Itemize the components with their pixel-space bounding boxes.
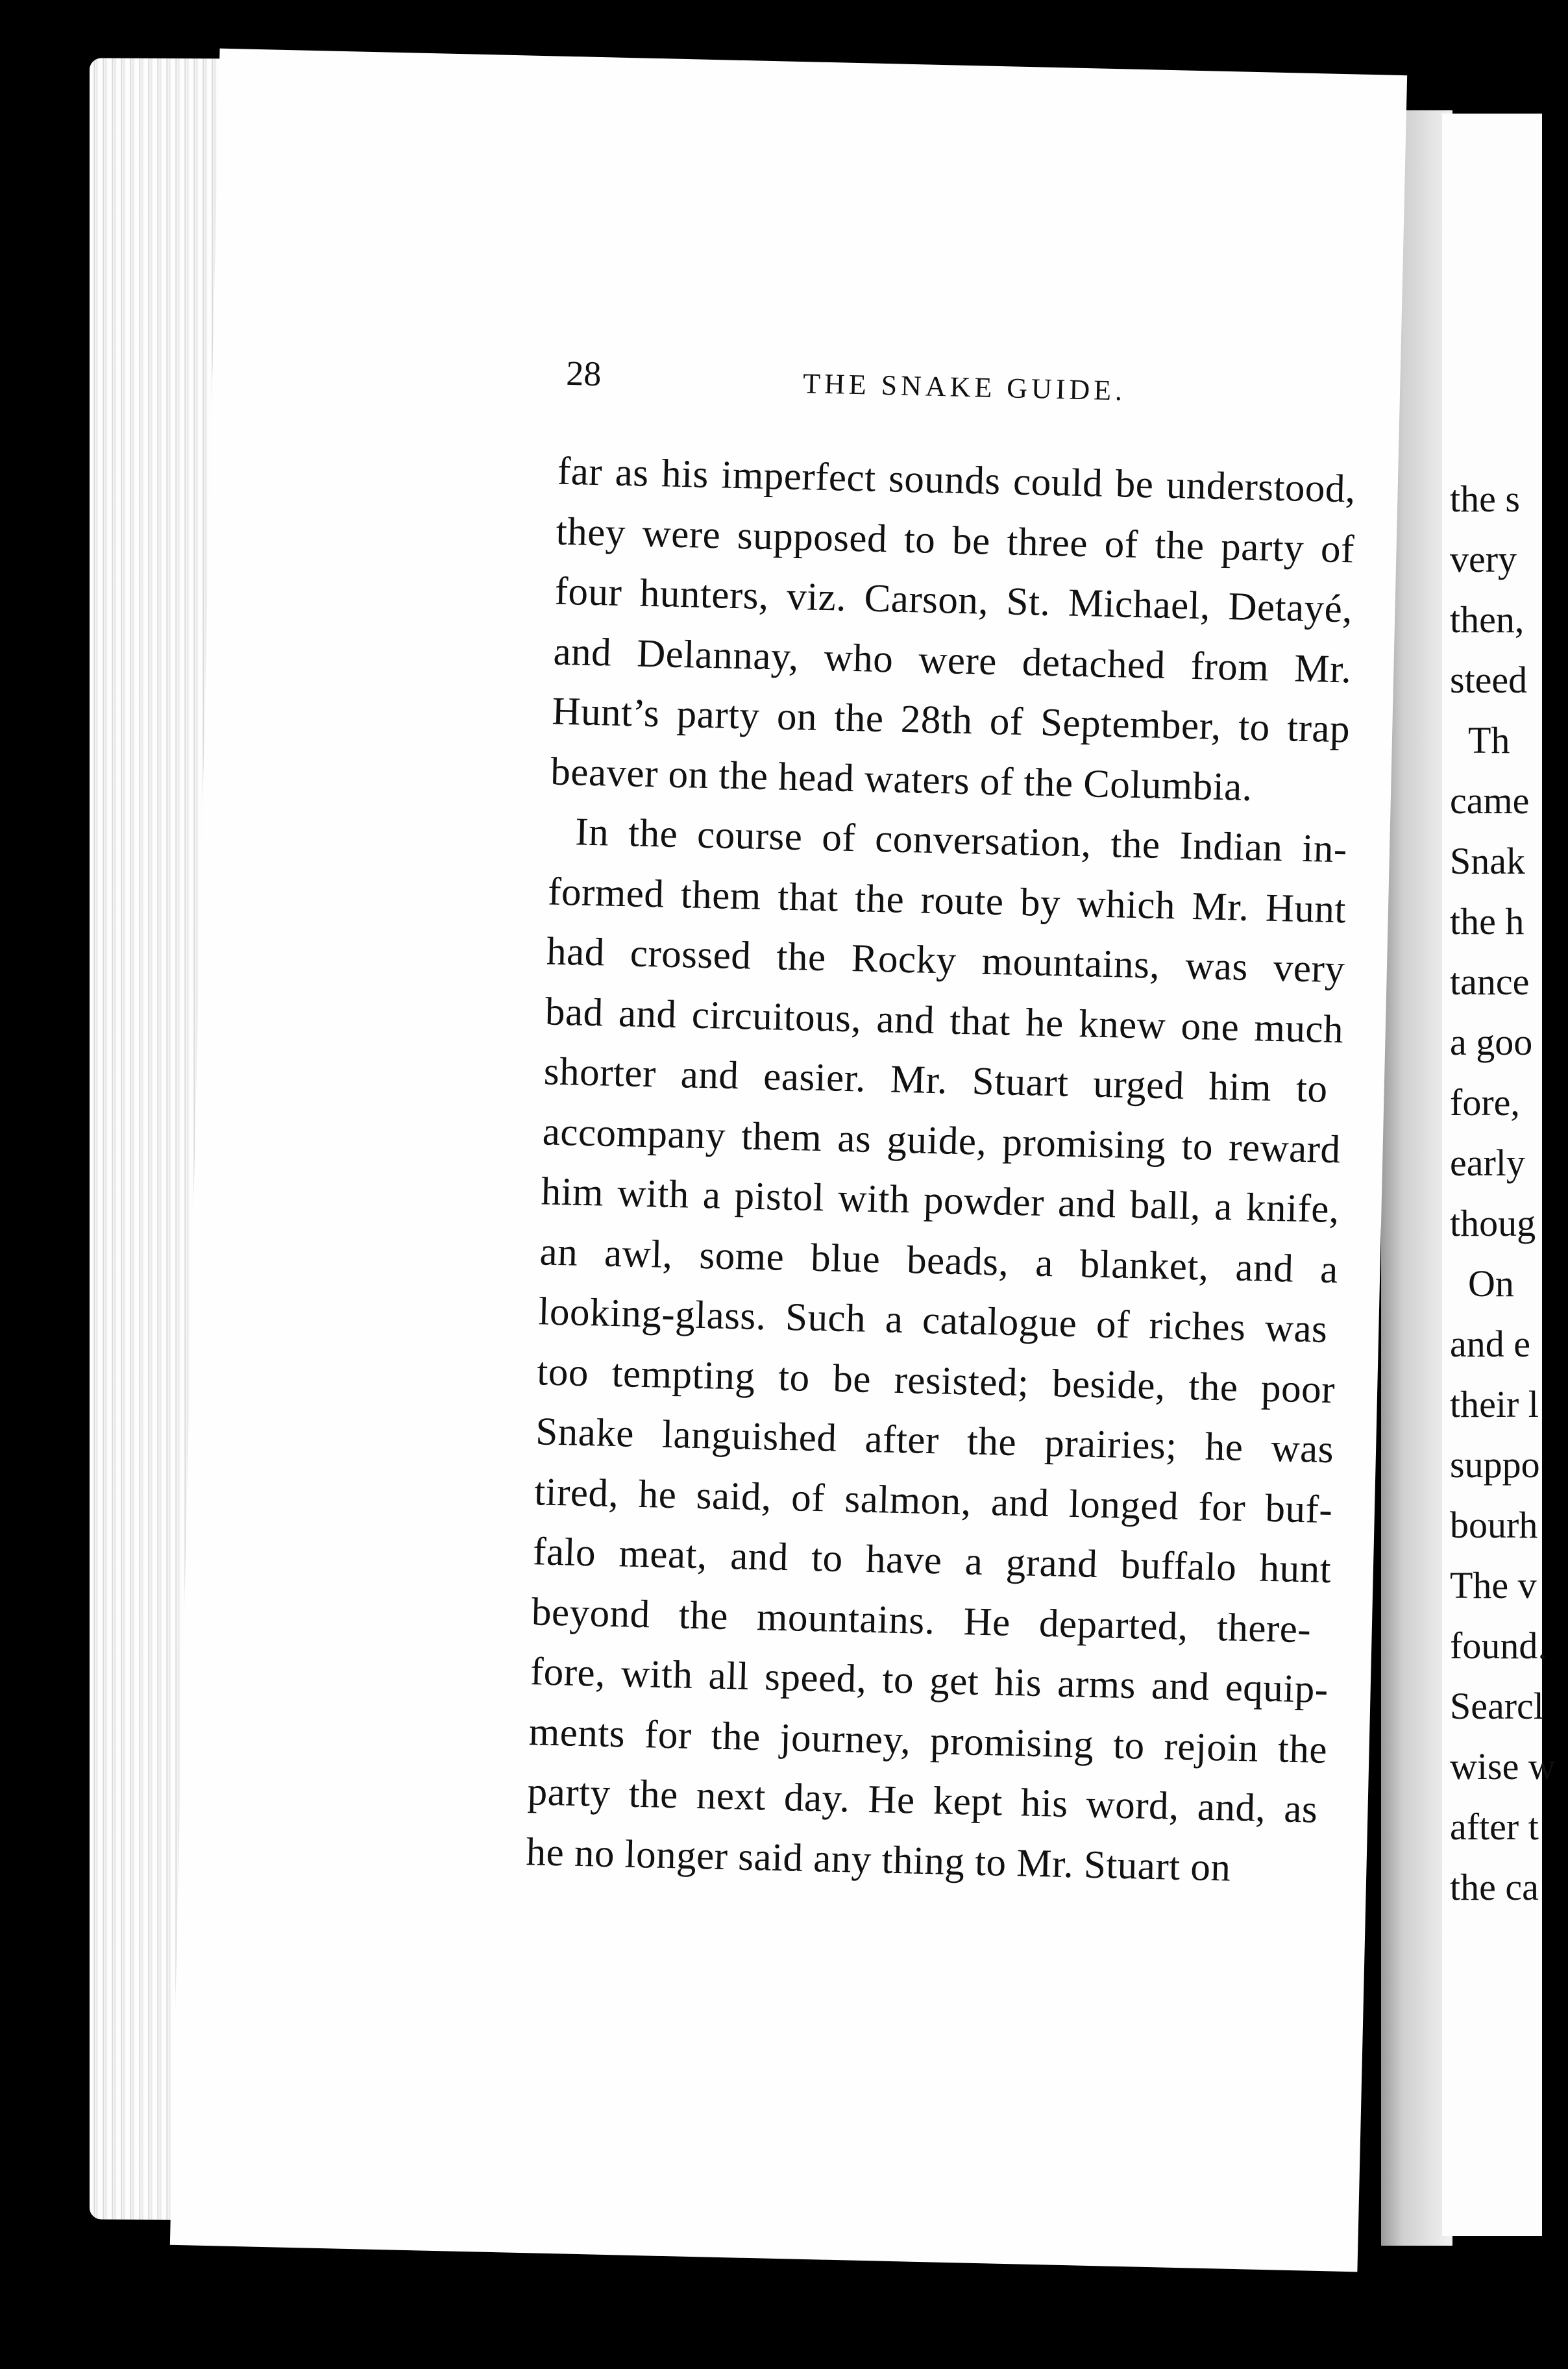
text-line: party the next day. He kept his word, and, as (527, 1770, 1318, 1832)
text-line: very (1450, 538, 1517, 580)
text-line: far as his imperfect sounds could be understood, (557, 449, 1356, 511)
text-line: In the course of conversation, the Indian in- (574, 810, 1348, 872)
text-line: the s (1450, 478, 1520, 520)
text-line: and Delannay, who were detached from Mr. (552, 630, 1353, 691)
text-line: him with a pistol with powder and ball, a knife, (541, 1170, 1340, 1232)
text-line: four hunters, viz. Carson, St. Michael, Detayé, (554, 569, 1353, 632)
text-line: Snak (1450, 840, 1525, 882)
text-line: thoug (1450, 1202, 1536, 1244)
text-line: came (1450, 779, 1530, 822)
text-line: early (1450, 1142, 1525, 1184)
text-line: the h (1450, 900, 1525, 942)
text-line: fore, with all speed, to get his arms and equip- (530, 1650, 1329, 1712)
text-line: bad and circuitous, and that he knew one much (545, 989, 1344, 1051)
text-line: shorter and easier. Mr. Stuart urged him to (543, 1049, 1329, 1111)
text-line: accompany them as guide, promising to reward (542, 1109, 1341, 1172)
page-number: 28 (565, 353, 602, 394)
text-line: tired, he said, of salmon, and longed for buf- (533, 1469, 1334, 1532)
text-line: an awl, some blue beads, a blanket, and a (539, 1229, 1339, 1292)
text-line: fore, (1450, 1081, 1520, 1123)
text-line: their l (1450, 1383, 1539, 1425)
text-line: found. (1450, 1625, 1547, 1667)
text-line: beaver on the head waters of the Columbia. (550, 750, 1253, 809)
text-line: a goo (1450, 1021, 1533, 1063)
running-title: THE SNAKE GUIDE. (802, 367, 1127, 407)
text-line: looking-glass. Such a catalogue of riches was (537, 1290, 1329, 1351)
text-line: bourh (1450, 1504, 1538, 1546)
text-line: Th (1468, 719, 1510, 761)
text-line: tance (1450, 961, 1530, 1003)
text-line: wise w (1450, 1745, 1556, 1787)
text-line: suppo (1450, 1443, 1540, 1486)
text-line: the ca (1450, 1866, 1539, 1908)
text-line: falo meat, and to have a grand buffalo hunt (532, 1530, 1332, 1592)
text-line: Snake languished after the prairies; he was (535, 1410, 1334, 1472)
text-line: after t (1450, 1806, 1539, 1848)
text-line: Hunt’s party on the 28th of September, to trap (551, 689, 1351, 752)
text-line: then, (1450, 598, 1525, 641)
text-line: On (1468, 1262, 1514, 1305)
text-line: Searcl (1450, 1685, 1544, 1727)
text-line: beyond the mountains. He departed, there- (531, 1590, 1312, 1651)
text-line: and e (1450, 1323, 1530, 1365)
left-page (170, 49, 1407, 2272)
text-line: had crossed the Rocky mountains, was very (546, 929, 1346, 992)
text-line: he no longer said any thing to Mr. Stuart on (525, 1830, 1232, 1890)
text-line: ments for the journey, promising to rejoin the (528, 1710, 1328, 1772)
text-line: formed them that the route by which Mr. Hunt (547, 869, 1347, 931)
text-line: The v (1450, 1564, 1537, 1606)
text-line: too tempting to be resisted; beside, the poor (536, 1349, 1336, 1412)
text-line: steed (1450, 659, 1528, 701)
text-line: they were supposed to be three of the party of (556, 509, 1355, 572)
